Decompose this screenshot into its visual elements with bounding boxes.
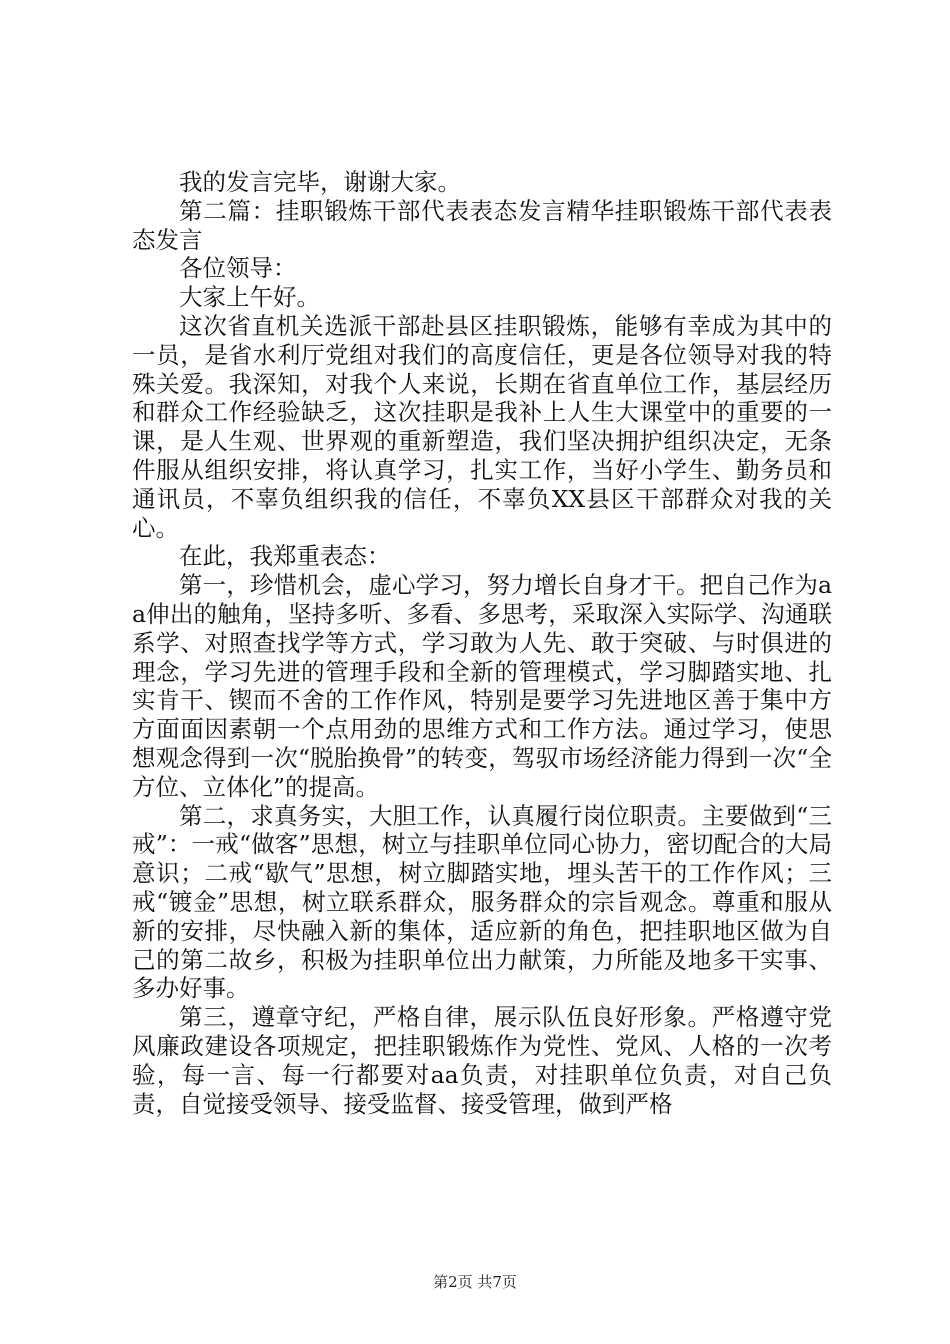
document-body [132, 168, 832, 1118]
point-three-paragraph: 第三，遵章守纪，严格自律，展示队伍良好形象。严格遵守党风廉政建设各项规定，把挂职锻炼作为党性、党风、人格的一次考验，每一言、每一行都要对aa负责，对挂职单位负责，对自己负责，自觉接受领导、接受监督、接受管理，做到严格 [132, 1003, 832, 1118]
page-footer: 第2页 共7页 [433, 1273, 517, 1291]
point-two-paragraph: 第二，求真务实，大胆工作，认真履行岗位职责。主要做到“三戒”：一戒“做客”思想，树立与挂职单位同心协力，密切配合的大局意识；二戒“歇气”思想，树立脚踏实地，埋头苦干的工作作风；三戒“镀金”思想，树立联系群众，服务群众的宗旨观念。尊重和服从新的安排，尽快融入新的集体，适应新的角色，把挂职地区做为自己的第二故乡，积极为挂职单位出力献策，力所能及地多干实事、多办好事。 [132, 801, 832, 1003]
salutation-paragraph: 各位领导： [179, 254, 297, 283]
statement-paragraph: 在此，我郑重表态： [179, 542, 391, 571]
greeting-paragraph: 大家上午好。 [179, 283, 320, 312]
point-one-paragraph: 第一，珍惜机会，虚心学习，努力增长自身才干。把自己作为aa伸出的触角，坚持多听、多看、多思考，采取深入实际学、沟通联系学、对照查找学等方式，学习敢为人先、敢于突破、与时俱进的理念，学习先进的管理手段和全新的管理模式，学习脚踏实地、扎实肯干、锲而不舍的工作作风，特别是要学习先进地区善于集中方方面面因素朝一个点用劲的思维方式和工作方法。通过学习，使思想观念得到一次“脱胎换骨”的转变，驾驭市场经济能力得到一次“全方位、立体化”的提高。 [132, 571, 832, 801]
intro-paragraph: 这次省直机关选派干部赴县区挂职锻炼，能够有幸成为其中的一员，是省水利厅党组对我们的高度信任，更是各位领导对我的特殊关爱。我深知，对我个人来说，长期在省直单位工作，基层经历和群众工作经验缺乏，这次挂职是我补上人生大课堂中的重要的一课，是人生观、世界观的重新塑造，我们坚决拥护组织决定，无条件服从组织安排，将认真学习，扎实工作，当好小学生、勤务员和通讯员，不辜负组织我的信任，不辜负XX县区干部群众对我的关心。 [132, 311, 832, 542]
closing-paragraph: 我的发言完毕，谢谢大家。 [179, 168, 461, 196]
section-title-paragraph: 第二篇：挂职锻炼干部代表表态发言精华挂职锻炼干部代表表态发言 [132, 196, 832, 254]
